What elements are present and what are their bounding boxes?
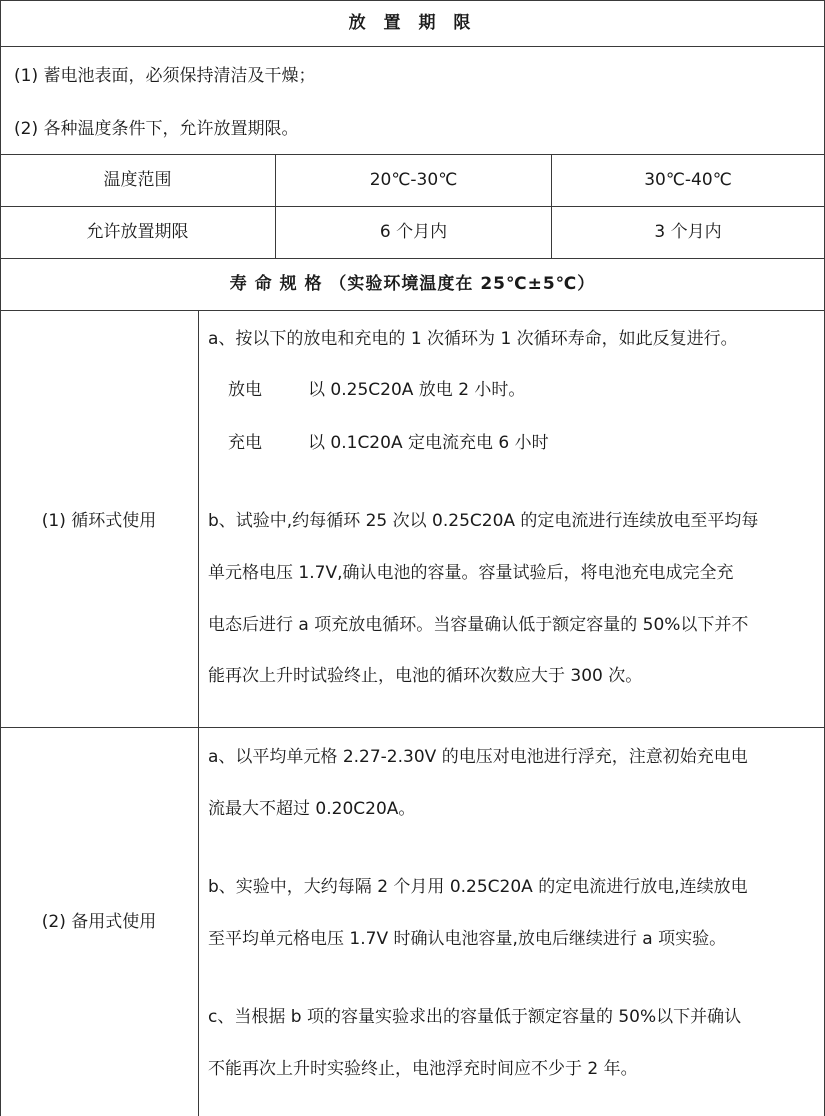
standby-b-line-1: b、实验中，大约每隔 2 个月用 0.25C20A 的定电流进行放电,连续放电 <box>208 877 748 897</box>
discharge-text: 以 0.25C20A 放电 2 小时。 <box>308 380 526 400</box>
table-header-label: 温度范围 <box>103 170 172 190</box>
standby-c-line-1: c、当根据 b 项的容量实验求出的容量低于额定容量的 50%以下并确认 <box>208 1007 742 1027</box>
rule-usage-col <box>198 310 199 1116</box>
table-range-b: 30℃-40℃ <box>644 170 732 190</box>
cycle-a-line: a、按以下的放电和充电的 1 次循环为 1 次循环寿命，如此反复进行。 <box>208 329 738 349</box>
cycle-b-line-3: 电态后进行 a 项充放电循环。当容量确认低于额定容量的 50%以下并不 <box>208 615 749 635</box>
cycle-usage-label: (1) 循环式使用 <box>41 511 157 531</box>
rule-after-title <box>0 46 825 47</box>
standby-b-line-2: 至平均单元格电压 1.7V 时确认电池容量,放电后继续进行 a 项实验。 <box>208 929 727 949</box>
rule-table-bottom <box>0 258 825 259</box>
storage-note-2: (2) 各种温度条件下，允许放置期限。 <box>14 119 299 139</box>
table-range-a: 20℃-30℃ <box>369 170 458 190</box>
storage-note-1: (1) 蓄电池表面，必须保持清洁及干燥； <box>14 66 316 86</box>
table-row-label: 允许放置期限 <box>86 222 189 242</box>
discharge-label: 放电 <box>228 380 262 400</box>
rule-left-edge <box>0 0 1 1116</box>
cycle-b-line-4: 能再次上升时试验终止，电池的循环次数应大于 300 次。 <box>208 666 643 686</box>
standby-a-line-1: a、以平均单元格 2.27-2.30V 的电压对电池进行浮充，注意初始充电电 <box>208 747 748 767</box>
standby-a-line-2: 流最大不超过 0.20C20A。 <box>208 799 416 819</box>
rule-table-mid <box>0 206 825 207</box>
cycle-b-line-2: 单元格电压 1.7V,确认电池的容量。容量试验后，将电池充电成完全充 <box>208 563 734 583</box>
standby-usage-label: (2) 备用式使用 <box>41 912 157 932</box>
table-period-a: 6 个月内 <box>379 222 448 242</box>
rule-before-table <box>0 154 825 155</box>
rule-after-life-title <box>0 310 825 311</box>
table-period-b: 3 个月内 <box>654 222 722 242</box>
life-spec-title: 寿 命 规 格 （实验环境温度在 25℃±5℃） <box>229 274 596 294</box>
rule-between-usage <box>0 727 825 728</box>
cycle-b-line-1: b、试验中,约每循环 25 次以 0.25C20A 的定电流进行连续放电至平均每 <box>208 511 759 531</box>
rule-top <box>0 0 825 1</box>
storage-title: 放 置 期 限 <box>348 13 477 33</box>
standby-c-line-2: 不能再次上升时实验终止，电池浮充时间应不少于 2 年。 <box>208 1059 638 1079</box>
charge-label: 充电 <box>228 433 262 453</box>
charge-text: 以 0.1C20A 定电流充电 6 小时 <box>308 433 549 453</box>
